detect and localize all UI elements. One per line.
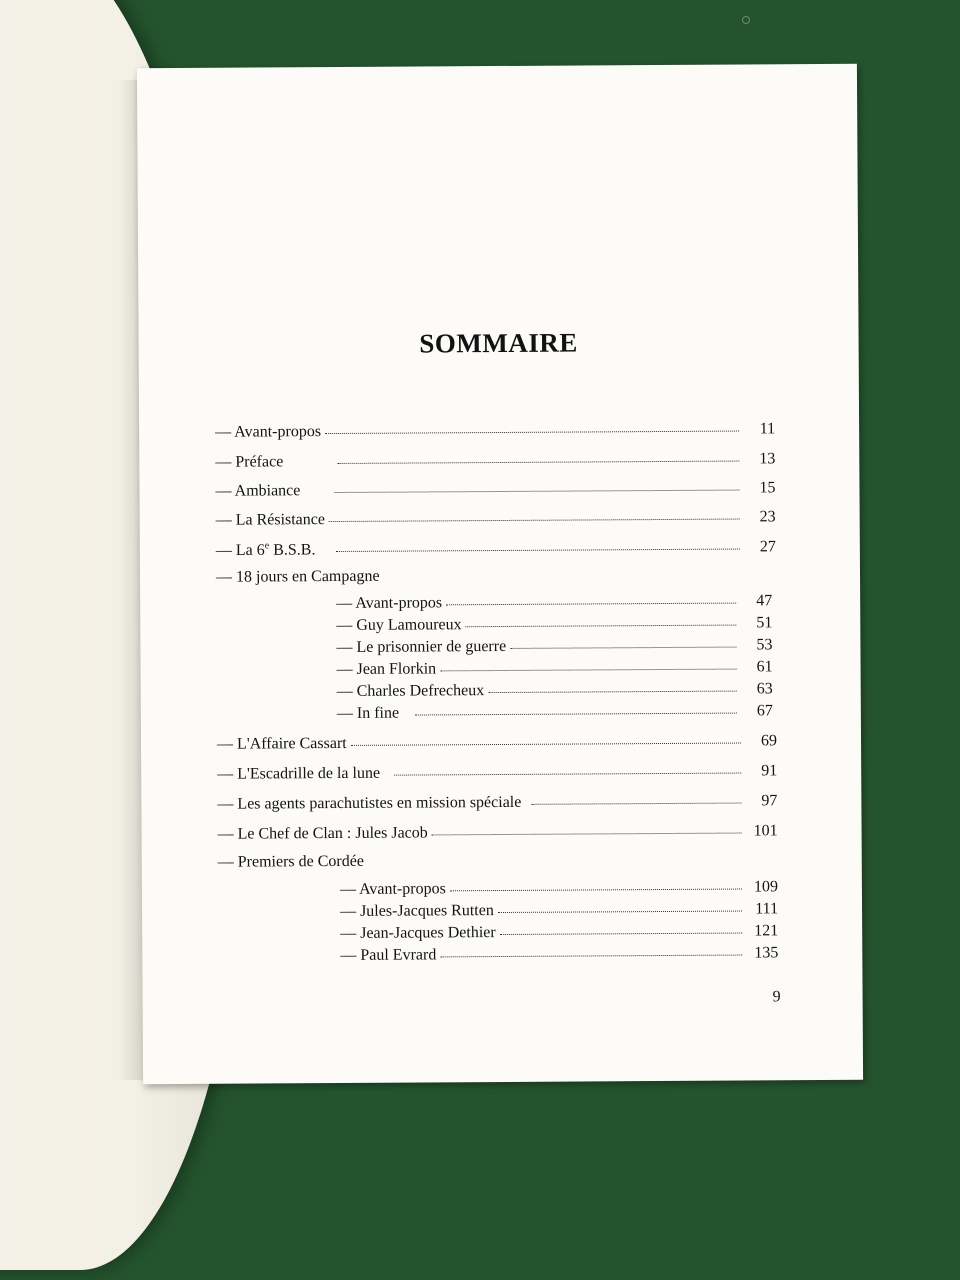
toc-subentry: — Avant-propos 109 bbox=[340, 876, 778, 899]
toc-subentry: — Paul Evrard 135 bbox=[340, 942, 778, 965]
leader-dots bbox=[415, 699, 737, 716]
leader-dots bbox=[440, 655, 737, 672]
leader-dots bbox=[329, 505, 740, 523]
toc-entry-avant-propos: — Avant-propos 11 bbox=[215, 418, 775, 441]
leader-dots bbox=[531, 789, 741, 805]
toc-section-campagne: — 18 jours en Campagne bbox=[215, 567, 380, 586]
toc-entry-cassart: — L'Affaire Cassart 69 bbox=[217, 730, 777, 753]
leader-dots bbox=[335, 535, 740, 552]
toc-entry-ambiance: — Ambiance 15 bbox=[215, 477, 775, 500]
leader-dots bbox=[337, 447, 739, 464]
leader-dots bbox=[334, 476, 739, 493]
leader-dots bbox=[510, 633, 736, 649]
toc-subentry: — Jean Florkin 61 bbox=[337, 656, 773, 679]
toc-subentry: — In fine 67 bbox=[337, 700, 773, 723]
toc-subentry: — Jean-Jacques Dethier 121 bbox=[340, 920, 778, 943]
toc-subentry: — Avant-propos 47 bbox=[336, 590, 772, 613]
leader-dots bbox=[394, 759, 741, 776]
toc-section-cordee: — Premiers de Cordée bbox=[217, 852, 364, 871]
leader-dots bbox=[432, 819, 742, 836]
right-page bbox=[137, 64, 863, 1084]
leader-dots bbox=[488, 677, 737, 694]
toc-entry-agents: — Les agents parachutistes en mission spéciale 97 bbox=[217, 790, 777, 813]
background-speck bbox=[742, 16, 750, 24]
toc-entry-preface: — Préface 13 bbox=[215, 448, 775, 471]
leader-dots bbox=[466, 611, 737, 628]
toc-entry-bsb: — La 6e B.S.B. 27 bbox=[216, 536, 776, 559]
leader-dots bbox=[325, 417, 739, 435]
leader-dots bbox=[440, 941, 742, 958]
leader-dots bbox=[450, 875, 742, 892]
leader-dots bbox=[351, 729, 741, 746]
toc-subentry: — Jules-Jacques Rutten 111 bbox=[340, 898, 778, 921]
page-title: SOMMAIRE bbox=[419, 327, 578, 359]
toc-entry-resistance: — La Résistance 23 bbox=[216, 506, 776, 529]
toc-subentry: — Le prisonnier de guerre 53 bbox=[336, 634, 772, 657]
page-number: 9 bbox=[772, 988, 781, 1006]
toc-subentry: — Guy Lamoureux 51 bbox=[336, 612, 772, 635]
leader-dots bbox=[498, 897, 742, 913]
leader-dots bbox=[500, 919, 743, 935]
toc-entry-chef: — Le Chef de Clan : Jules Jacob 101 bbox=[218, 820, 778, 843]
toc-entry-escadrille: — L'Escadrille de la lune 91 bbox=[217, 760, 777, 783]
leader-dots bbox=[446, 589, 736, 606]
toc-subentry: — Charles Defrecheux 63 bbox=[337, 678, 773, 701]
